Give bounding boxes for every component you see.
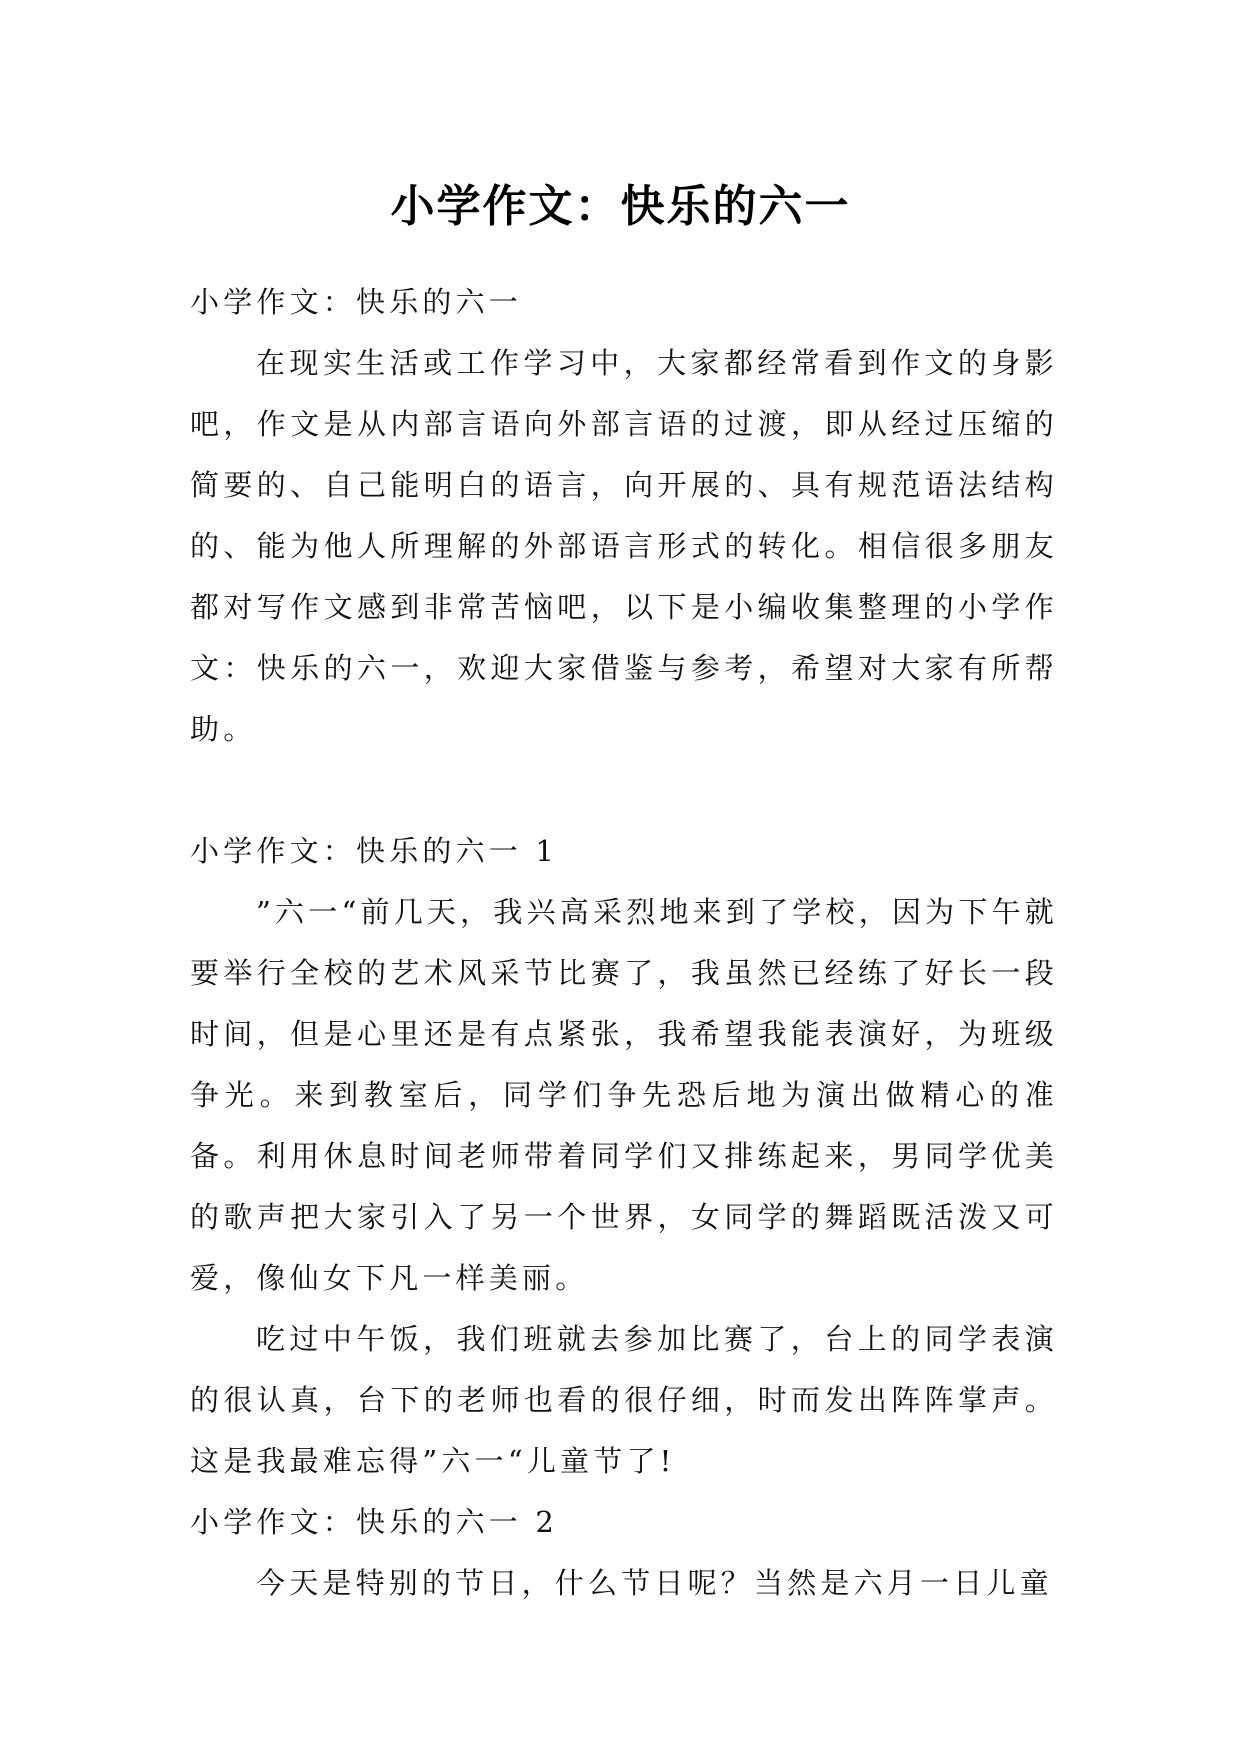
section-spacer — [190, 760, 1058, 821]
essay-1-paragraph-1: ”六一“前几天，我兴高采烈地来到了学校，因为下午就要举行全校的艺术风采节比赛了，我虽然已经练了好长一段时间，但是心里还是有点紧张，我希望我能表演好，为班级争光。来到教室后，同学们争先恐后地为演出做精心的准备。利用休息时间老师带着同学们又排练起来，男同学优美的歌声把大家引入了另一个世界，女同学的舞蹈既活泼又可爱，像仙女下凡一样美丽。 — [190, 895, 1058, 1295]
document-title: 小学作文：快乐的六一 — [390, 181, 851, 233]
document-body — [190, 272, 1058, 1614]
intro-heading: 小学作文：快乐的六一 — [190, 285, 523, 319]
essay-1-paragraph-2: 吃过中午饭，我们班就去参加比赛了，台上的同学表演的很认真，台下的老师也看的很仔细，时而发出阵阵掌声。这是我最难忘得”六一“儿童节了! — [190, 1322, 1058, 1478]
intro-paragraph: 在现实生活或工作学习中，大家都经常看到作文的身影吧，作文是从内部言语向外部言语的过渡，即从经过压缩的简要的、自己能明白的语言，向开展的、具有规范语法结构的、能为他人所理解的外部语言形式的转化。相信很多朋友都对写作文感到非常苦恼吧，以下是小编收集整理的小学作文：快乐的六一，欢迎大家借鉴与参考，希望对大家有所帮助。 — [190, 346, 1058, 746]
essay-2-paragraph-1: 今天是特别的节日，什么节日呢？当然是六月一日儿童 — [256, 1566, 1053, 1600]
essay-1-heading: 小学作文：快乐的六一 1 — [190, 834, 559, 868]
essay-2-heading: 小学作文：快乐的六一 2 — [190, 1505, 559, 1539]
